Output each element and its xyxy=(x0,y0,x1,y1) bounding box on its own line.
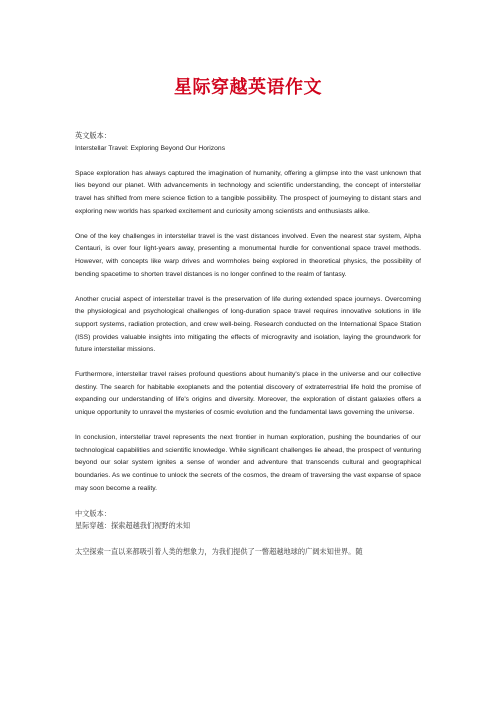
chinese-title: 星际穿越：探索超越我们视野的未知 xyxy=(75,521,191,531)
chinese-paragraph: 太空探索一直以来都吸引着人类的想象力，为我们提供了一瞥超越地球的广阔未知世界。随 xyxy=(75,546,363,556)
paragraph: Another crucial aspect of interstellar travel is the preservation of life during extended space journeys. Overcoming the physiological and psychological challenges of long-duration space travel requires innovative solutions in life support systems, radiation protection, and crew well-being. Research conducted on the International Space Station (ISS) provides valuable insights into mitigating the effects of microgravity and isolation, laying the groundwork for future interstellar missions. xyxy=(75,295,421,354)
chinese-version-label: 中文版本： xyxy=(75,508,111,518)
paragraph: One of the key challenges in interstellar travel is the vast distances involved. Even the nearest star system, Alpha Centauri, is over four light-years away, presenting a monumental hurdle for conventional space travel methods. However, with concepts like warp drives and wormholes being explored in theoretical physics, the possibility of bending spacetime to shorten travel distances is no longer confined to the realm of fantasy. xyxy=(75,232,421,278)
english-version-label: 英文版本： xyxy=(75,131,111,140)
paragraph: Furthermore, interstellar travel raises profound questions about humanity's place in the universe and our collective destiny. The search for habitable exoplanets and the potential discovery of extraterrestrial life hold the promise of expanding our understanding of life's origins and diversity. Moreover, the exploration of distant galaxies offers a unique opportunity to unravel the mysteries of cosmic evolution and the fundamental laws governing the universe. xyxy=(75,371,421,417)
paragraph: Space exploration has always captured the imagination of humanity, offering a glimpse into the vast unknown that lies beyond our planet. With advancements in technology and scientific understanding, the concept of interstellar travel has shifted from mere science fiction to a tangible possibility. The prospect of journeying to distant stars and exploring new worlds has sparked excitement and curiosity among scientists and enthusiasts alike. xyxy=(75,169,421,215)
paragraph: In conclusion, interstellar travel represents the next frontier in human exploration, pushing the boundaries of our technological capabilities and scientific knowledge. While significant challenges lie ahead, the prospect of venturing beyond our solar system ignites a sense of wonder and adventure that transcends cultural and geographical boundaries. As we continue to unlock the secrets of the cosmos, the dream of traversing the vast expanse of space may soon become a reality. xyxy=(75,434,421,492)
document-body xyxy=(75,130,421,558)
document-title: 星际穿越英语作文 xyxy=(174,77,322,98)
english-title: Interstellar Travel: Exploring Beyond Our Horizons xyxy=(75,144,226,152)
